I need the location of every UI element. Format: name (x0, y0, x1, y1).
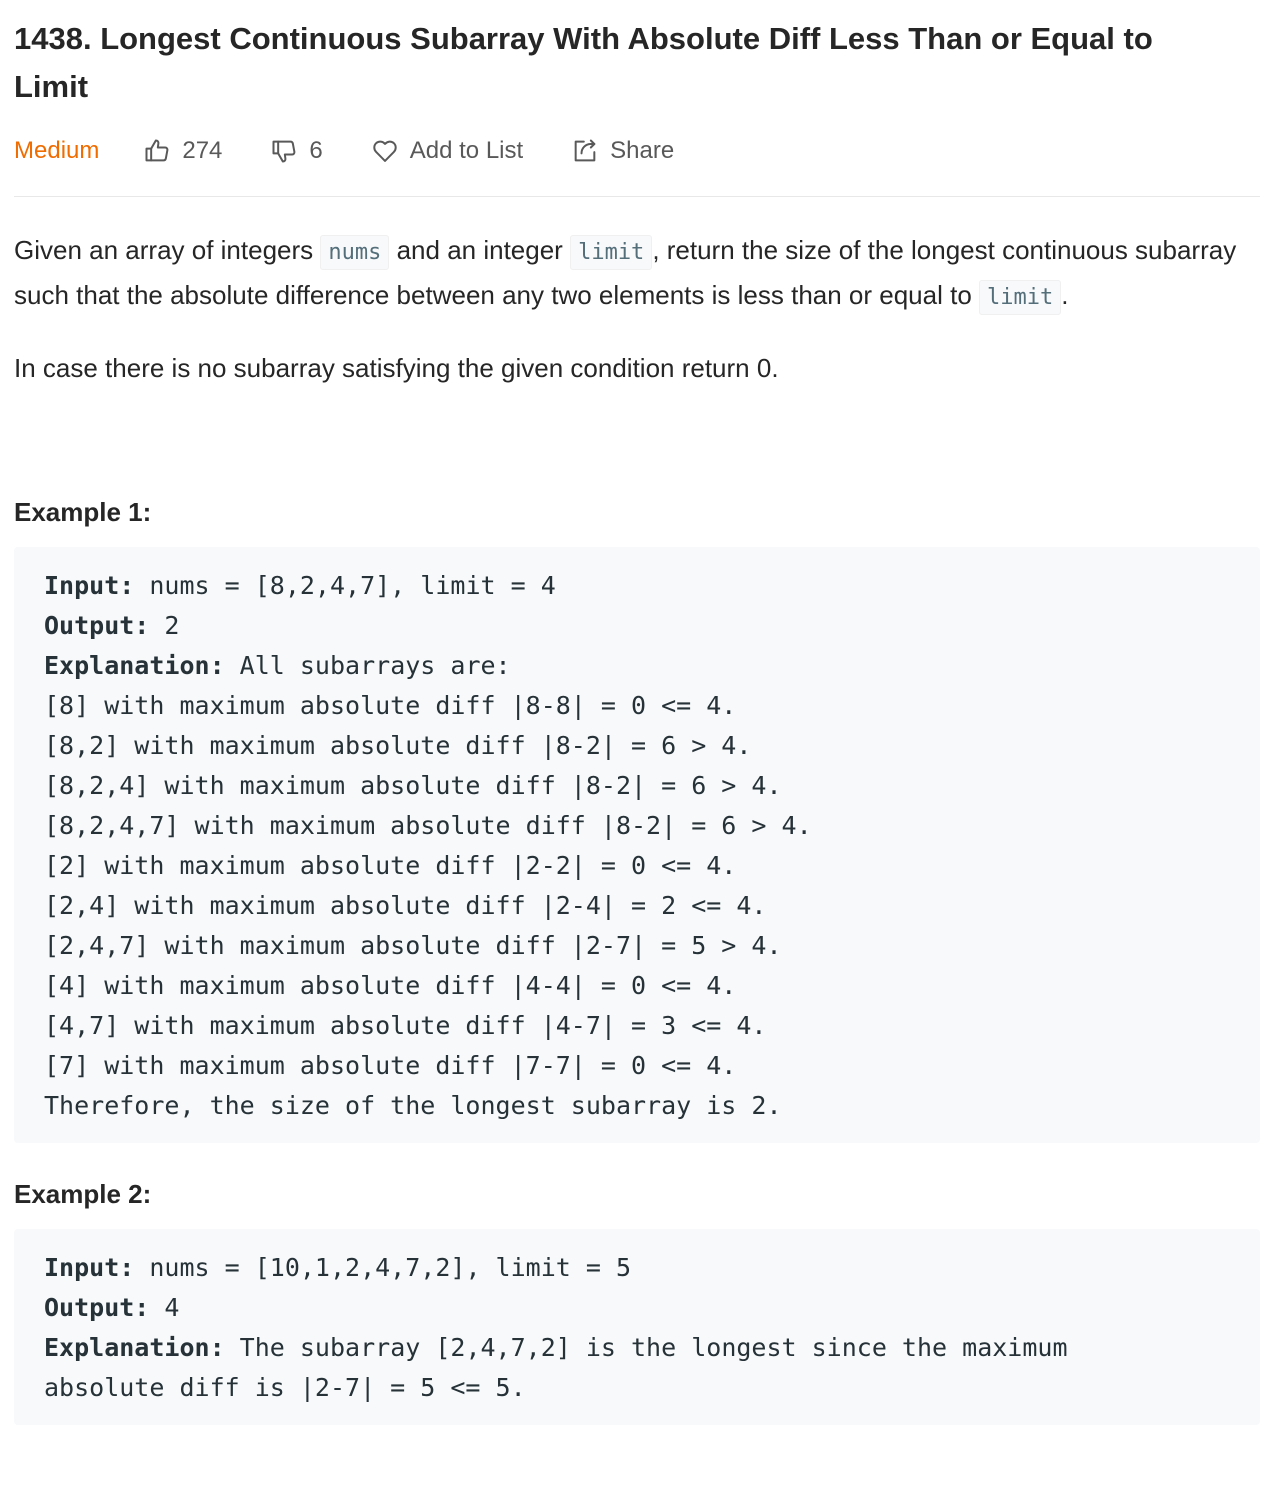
explanation-line: [2,4,7] with maximum absolute diff |2-7| = 5 > 4. (44, 931, 782, 960)
problem-description (14, 229, 1260, 389)
explanation-line: [2] with maximum absolute diff |2-2| = 0 <= 4. (44, 851, 737, 880)
description-text: Given an array of integers (14, 235, 321, 265)
description-paragraph: In case there is no subarray satisfying the given condition return 0. (14, 353, 779, 383)
output-label: Output: (44, 611, 150, 640)
thumbs-down-icon (270, 137, 298, 165)
example-output-line (44, 1288, 1230, 1328)
explanation-text: The subarray [2,4,7,2] is the longest since the maximum (224, 1333, 1068, 1362)
explanation-line: [2,4] with maximum absolute diff |2-4| = 2 <= 4. (44, 891, 767, 920)
input-value: nums = [10,1,2,4,7,2], limit = 5 (134, 1253, 632, 1282)
output-label: Output: (44, 1293, 150, 1322)
heart-icon (371, 137, 399, 165)
inline-code-nums: nums (320, 235, 389, 270)
description-text: and an integer (389, 235, 571, 265)
inline-code-limit: limit (570, 235, 652, 270)
like-button[interactable] (143, 137, 222, 165)
difficulty-badge: Medium (14, 137, 100, 164)
explanation-line: [4,7] with maximum absolute diff |4-7| = 3 <= 4. (44, 1011, 767, 1040)
example-input-line (44, 566, 1230, 606)
example-explanation-line (44, 1328, 1230, 1368)
thumbs-up-icon (143, 137, 171, 165)
share-label: Share (610, 137, 675, 164)
explanation-line: [7] with maximum absolute diff |7-7| = 0 <= 4. (44, 1051, 752, 1080)
add-to-list-button[interactable] (371, 137, 523, 165)
example-explanation-line (44, 646, 1230, 686)
explanation-line: Therefore, the size of the longest subarray is 2. (44, 1091, 782, 1120)
example-output-line (44, 606, 1230, 646)
example-input-line (44, 1248, 1230, 1288)
input-value: nums = [8,2,4,7], limit = 4 (134, 571, 556, 600)
explanation-line: [8,2] with maximum absolute diff |8-2| = 6 > 4. (44, 731, 767, 760)
description-text: . (1061, 280, 1069, 310)
explanation-text: All subarrays are: (224, 651, 511, 680)
output-value: 2 (149, 611, 180, 640)
explanation-label: Explanation: (44, 651, 225, 680)
problem-title: 1438. Longest Continuous Subarray With Absolute Diff Less Than or Equal to Limit (14, 21, 1153, 104)
explanation-line: [8,2,4,7] with maximum absolute diff |8-2| = 6 > 4. (44, 811, 812, 840)
input-label: Input: (44, 1253, 135, 1282)
output-value: 4 (149, 1293, 180, 1322)
explanation-label: Explanation: (44, 1333, 225, 1362)
description-paragraph (14, 229, 1260, 319)
share-button[interactable] (571, 137, 674, 165)
explanation-line: [4] with maximum absolute diff |4-4| = 0 <= 4. (44, 971, 737, 1000)
example-2-block (14, 1229, 1260, 1425)
explanation-line: [8] with maximum absolute diff |8-8| = 0 <= 4. (44, 691, 737, 720)
example-1-title: Example 1: (14, 497, 152, 527)
share-icon (571, 137, 599, 165)
dislike-count: 6 (309, 137, 323, 164)
description-text: , return the size of the longest continuous subarray such that the absolute difference between any two elements is less than or equal to (14, 235, 1237, 310)
divider (14, 196, 1260, 197)
like-count: 274 (182, 137, 223, 164)
dislike-button[interactable] (270, 137, 322, 165)
example-1-block (14, 547, 1260, 1143)
add-to-list-label: Add to List (409, 137, 524, 164)
example-2-title: Example 2: (14, 1179, 152, 1209)
inline-code-limit: limit (979, 280, 1061, 315)
input-label: Input: (44, 571, 135, 600)
explanation-line: [8,2,4] with maximum absolute diff |8-2| = 6 > 4. (44, 771, 782, 800)
explanation-line: absolute diff is |2-7| = 5 <= 5. (44, 1373, 526, 1402)
problem-meta-bar (14, 126, 1260, 176)
